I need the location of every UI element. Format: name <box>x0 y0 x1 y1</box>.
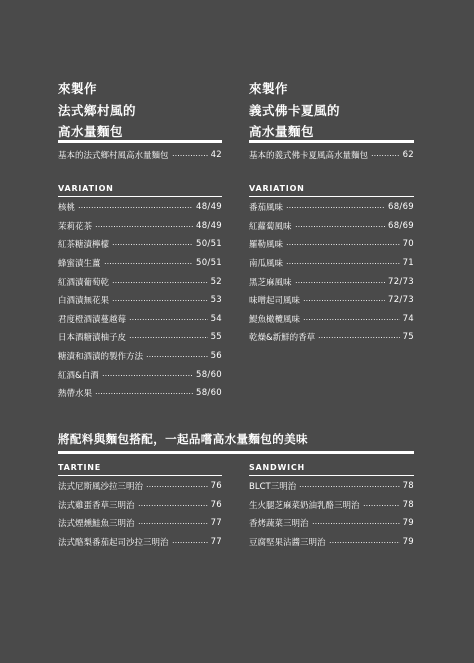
leader-dots <box>303 300 385 301</box>
leader-dots <box>172 155 208 156</box>
leader-dots <box>286 244 400 245</box>
toc-entry-page: 50/51 <box>196 258 222 269</box>
left-title-line-3: 高水量麵包 <box>58 124 124 139</box>
toc-entry-page: 79 <box>402 537 414 548</box>
toc-entry-text: 番茄風味 <box>249 203 284 214</box>
left-base-page: 42 <box>210 150 222 161</box>
left-title-line-1: 來製作 <box>58 81 98 96</box>
toc-entry-text: 茉莉花茶 <box>58 221 93 232</box>
toc-entry-page: 72/73 <box>388 276 414 287</box>
toc-entry-page: 75 <box>402 332 414 343</box>
toc-entry-text: 香烤蔬菜三明治 <box>249 519 309 530</box>
toc-entry[interactable] <box>249 198 414 217</box>
toc-entry-text: 日本酒糖漬柚子皮 <box>58 333 127 344</box>
toc-entry[interactable] <box>249 291 414 310</box>
leader-dots <box>138 505 208 506</box>
toc-entry[interactable] <box>58 347 222 366</box>
toc-entry-page: 71 <box>402 258 414 269</box>
sandwich-rule <box>249 475 414 476</box>
toc-entry-text: 黑芝麻風味 <box>249 277 292 288</box>
toc-entry-text: 君度橙酒漬蔓越莓 <box>58 314 127 325</box>
toc-entry-text: 核桃 <box>58 203 76 214</box>
leader-dots <box>146 356 208 357</box>
toc-entry-page: 54 <box>210 313 222 324</box>
variation-left-rule <box>58 196 222 197</box>
toc-entry-text: BLCT三明治 <box>249 482 297 493</box>
toc-entry-page: 52 <box>210 276 222 287</box>
toc-entry-page: 72/73 <box>388 295 414 306</box>
toc-entry-text: 鯷魚橄欖風味 <box>249 314 301 325</box>
toc-entry-text: 白酒漬無花果 <box>58 296 110 307</box>
toc-entry-text: 法式尼斯風沙拉三明治 <box>58 482 144 493</box>
toc-entry[interactable] <box>58 533 222 552</box>
right-title-line-2: 義式佛卡夏風的 <box>249 102 341 118</box>
leader-dots <box>299 486 399 487</box>
toc-entry-page: 78 <box>402 499 414 510</box>
leader-dots <box>329 542 400 543</box>
left-base-entry[interactable] <box>58 146 222 165</box>
toc-entry-text: 糖漬和酒漬的製作方法 <box>58 352 144 363</box>
leader-dots <box>172 542 208 543</box>
leader-dots <box>138 523 208 524</box>
leader-dots <box>102 375 193 376</box>
right-base-entry-wrap <box>249 146 414 165</box>
toc-entry[interactable] <box>58 254 222 273</box>
toc-entry-page: 58/60 <box>196 369 222 380</box>
variation-right-rule <box>249 196 414 197</box>
leader-dots <box>78 207 193 208</box>
toc-entry-text: 法式酪梨番茄起司沙拉三明治 <box>58 538 169 549</box>
toc-entry[interactable] <box>249 477 414 496</box>
toc-entry[interactable] <box>249 533 414 552</box>
leader-dots <box>363 505 400 506</box>
toc-entry-page: 76 <box>210 499 222 510</box>
toc-entry[interactable] <box>249 235 414 254</box>
right-base-page: 62 <box>402 150 414 161</box>
toc-entry-text: 紅酒&白酒 <box>58 370 99 381</box>
toc-entry-page: 77 <box>210 518 222 529</box>
leader-dots <box>112 282 208 283</box>
leader-dots <box>112 300 208 301</box>
toc-entry-page: 53 <box>210 295 222 306</box>
right-base-text: 基本的義式佛卡夏風高水量麵包 <box>249 151 369 162</box>
toc-entry-text: 紅蘿蔔風味 <box>249 221 292 232</box>
toc-entry-page: 56 <box>210 351 222 362</box>
toc-entry-text: 紅酒漬葡萄乾 <box>58 277 110 288</box>
toc-entry[interactable] <box>58 365 222 384</box>
toc-entry[interactable] <box>58 272 222 291</box>
toc-entry-page: 74 <box>402 313 414 324</box>
left-title <box>58 78 222 143</box>
right-title-rule <box>249 140 414 143</box>
toc-entry-text: 南瓜風味 <box>249 259 284 270</box>
toc-entry[interactable] <box>58 496 222 515</box>
toc-entry-page: 55 <box>210 332 222 343</box>
left-title-line-2: 法式鄉村風的 <box>58 102 137 118</box>
toc-entry-page: 77 <box>210 537 222 548</box>
toc-entry[interactable] <box>249 217 414 236</box>
leader-dots <box>104 263 193 264</box>
toc-entry-page: 76 <box>210 481 222 492</box>
leader-dots <box>371 155 400 156</box>
toc-entry[interactable] <box>249 254 414 273</box>
toc-entry-text: 豆腐堅果沾醬三明治 <box>249 538 326 549</box>
toc-entry-page: 48/49 <box>196 202 222 213</box>
toc-entry[interactable] <box>58 477 222 496</box>
variation-left-list <box>58 198 222 403</box>
toc-entry[interactable] <box>58 384 222 403</box>
toc-entry[interactable] <box>249 272 414 291</box>
leader-dots <box>129 337 208 338</box>
tartine-label: TARTINE <box>58 463 102 472</box>
toc-entry[interactable] <box>249 496 414 515</box>
left-base-text: 基本的法式鄉村風高水量麵包 <box>58 151 169 162</box>
toc-entry-page: 68/69 <box>388 220 414 231</box>
left-title-rule <box>58 140 222 143</box>
toc-entry-text: 乾燥&新鮮的香草 <box>249 333 316 344</box>
leader-dots <box>318 337 399 338</box>
toc-entry-page: 68/69 <box>388 202 414 213</box>
toc-entry-text: 法式煙燻鮭魚三明治 <box>58 519 135 530</box>
toc-entry[interactable] <box>58 217 222 236</box>
toc-entry-text: 味噌起司風味 <box>249 296 301 307</box>
leader-dots <box>286 263 400 264</box>
variation-left-label: VARIATION <box>58 184 114 193</box>
right-title-line-3: 高水量麵包 <box>249 124 315 139</box>
leader-dots <box>95 226 193 227</box>
leader-dots <box>129 319 208 320</box>
right-base-entry[interactable] <box>249 146 414 165</box>
toc-entry-text: 法式雞蛋香草三明治 <box>58 500 135 511</box>
toc-entry[interactable] <box>58 310 222 329</box>
right-title-line-1: 來製作 <box>249 81 289 96</box>
leader-dots <box>146 486 208 487</box>
leader-dots <box>312 523 400 524</box>
pairing-heading: 將配料與麵包搭配，一起品嚐高水量麵包的美味 <box>58 432 308 446</box>
toc-entry-text: 生火腿芝麻菜奶油乳酪三明治 <box>249 500 360 511</box>
toc-entry-page: 48/49 <box>196 220 222 231</box>
leader-dots <box>295 282 385 283</box>
right-title <box>249 78 414 143</box>
pairing-heading-rule <box>58 451 414 454</box>
toc-entry-text: 紅茶糖漬檸檬 <box>58 240 110 251</box>
leader-dots <box>295 226 385 227</box>
toc-entry-page: 78 <box>402 481 414 492</box>
toc-entry[interactable] <box>58 514 222 533</box>
toc-entry[interactable] <box>58 235 222 254</box>
toc-entry-page: 70 <box>402 239 414 250</box>
toc-entry-page: 79 <box>402 518 414 529</box>
toc-entry[interactable] <box>58 328 222 347</box>
variation-right-label: VARIATION <box>249 184 305 193</box>
tartine-list <box>58 477 222 551</box>
leader-dots <box>286 207 385 208</box>
toc-entry-page: 58/60 <box>196 388 222 399</box>
toc-entry-text: 羅勒風味 <box>249 240 284 251</box>
leader-dots <box>303 319 400 320</box>
toc-entry-page: 50/51 <box>196 239 222 250</box>
toc-entry[interactable] <box>58 198 222 217</box>
variation-right-list <box>249 198 414 347</box>
leader-dots <box>112 244 193 245</box>
toc-entry-text: 熱帶水果 <box>58 389 93 400</box>
left-base-entry-wrap <box>58 146 222 165</box>
sandwich-label: SANDWICH <box>249 463 306 472</box>
leader-dots <box>95 393 193 394</box>
sandwich-list <box>249 477 414 551</box>
toc-entry[interactable] <box>249 514 414 533</box>
toc-entry[interactable] <box>249 310 414 329</box>
toc-entry[interactable] <box>58 291 222 310</box>
tartine-rule <box>58 475 222 476</box>
toc-entry-text: 蜂蜜漬生薑 <box>58 259 101 270</box>
toc-entry[interactable] <box>249 328 414 347</box>
